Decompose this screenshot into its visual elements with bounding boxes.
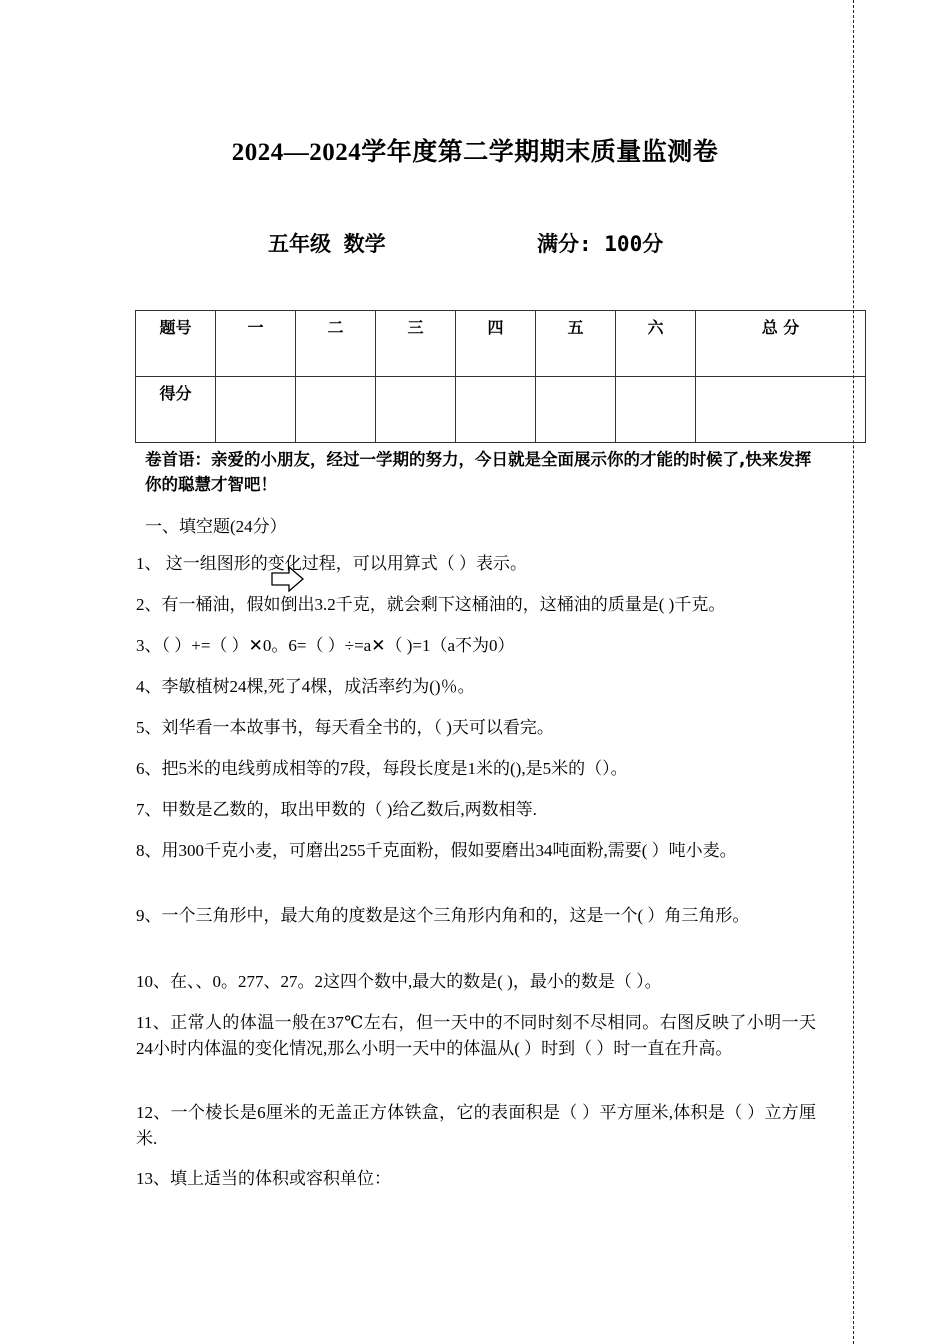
question-8: 8、用300千克小麦，可磨出255千克面粉，假如要磨出34吨面粉,需要( ）吨小麦。: [136, 841, 737, 860]
question-3: 3、（ ）+=（ ）✕0。6=（ ）÷=a✕（ )=1（a不为0）: [136, 636, 515, 655]
cut-line: [853, 0, 854, 1344]
score-cell: [376, 377, 456, 443]
header-cell-total: 总 分: [696, 311, 866, 377]
score-cell: [536, 377, 616, 443]
header-cell-6: 六: [616, 311, 696, 377]
question-4: 4、李敏植树24棵,死了4棵，成活率约为()％。: [136, 677, 475, 696]
header-cell-3: 三: [376, 311, 456, 377]
question-1: 1、 这一组图形的变化过程，可以用算式（ ）表示。: [136, 554, 527, 573]
header-cell-1: 一: [216, 311, 296, 377]
score-cell: [216, 377, 296, 443]
question-11: 11、正常人的体温一般在37℃左右，但一天中的不同时刻不尽相同。右图反映了小明一天24小时内体温的变化情况,那么小明一天中的体温从( ）时到（ ）时一直在升高。: [136, 1013, 816, 1058]
right-arrow-icon: [271, 566, 305, 592]
question-6: 6、把5米的电线剪成相等的7段，每段长度是1米的(),是5米的（）。: [136, 759, 628, 778]
question-9: 9、一个三角形中，最大角的度数是这个三角形内角和的，这是一个( ）角三角形。: [136, 906, 750, 925]
score-table-score-row: [136, 377, 866, 443]
score-row-label: 得分: [136, 377, 216, 443]
header-cell-4: 四: [456, 311, 536, 377]
intro-message: 卷首语：亲爱的小朋友，经过一学期的努力，今日就是全面展示你的才能的时候了,快来发挥你的聪慧才智吧！: [145, 450, 812, 494]
score-cell: [616, 377, 696, 443]
score-cell: [296, 377, 376, 443]
question-2: 2、有一桶油，假如倒出3.2千克，就会剩下这桶油的，这桶油的质量是( )千克。: [136, 595, 726, 614]
grade-subject: 五年级 数学: [268, 232, 386, 256]
full-score: 满分: 100分: [537, 232, 664, 256]
score-table: [135, 310, 866, 443]
header-cell-number: 题号: [136, 311, 216, 377]
question-10: 10、在、、0。277、27。2这四个数中,最大的数是( )，最小的数是（ ）。: [136, 972, 662, 991]
header-cell-2: 二: [296, 311, 376, 377]
section-title: 一、填空题(24分）: [145, 517, 287, 536]
header-cell-5: 五: [536, 311, 616, 377]
question-5: 5、刘华看一本故事书，每天看全书的，（ )天可以看完。: [136, 718, 554, 737]
score-cell: [456, 377, 536, 443]
question-12: 12、一个棱长是6厘米的无盖正方体铁盒，它的表面积是（ ）平方厘米,体积是（ ）立方厘米.: [136, 1103, 816, 1148]
score-table-header-row: [136, 311, 866, 377]
question-7: 7、甲数是乙数的，取出甲数的（ )给乙数后,两数相等.: [136, 800, 537, 819]
score-cell-total: [696, 377, 866, 443]
question-13: 13、填上适当的体积或容积单位：: [136, 1169, 391, 1188]
exam-title: 2024—2024学年度第二学期期末质量监测卷: [231, 139, 719, 166]
